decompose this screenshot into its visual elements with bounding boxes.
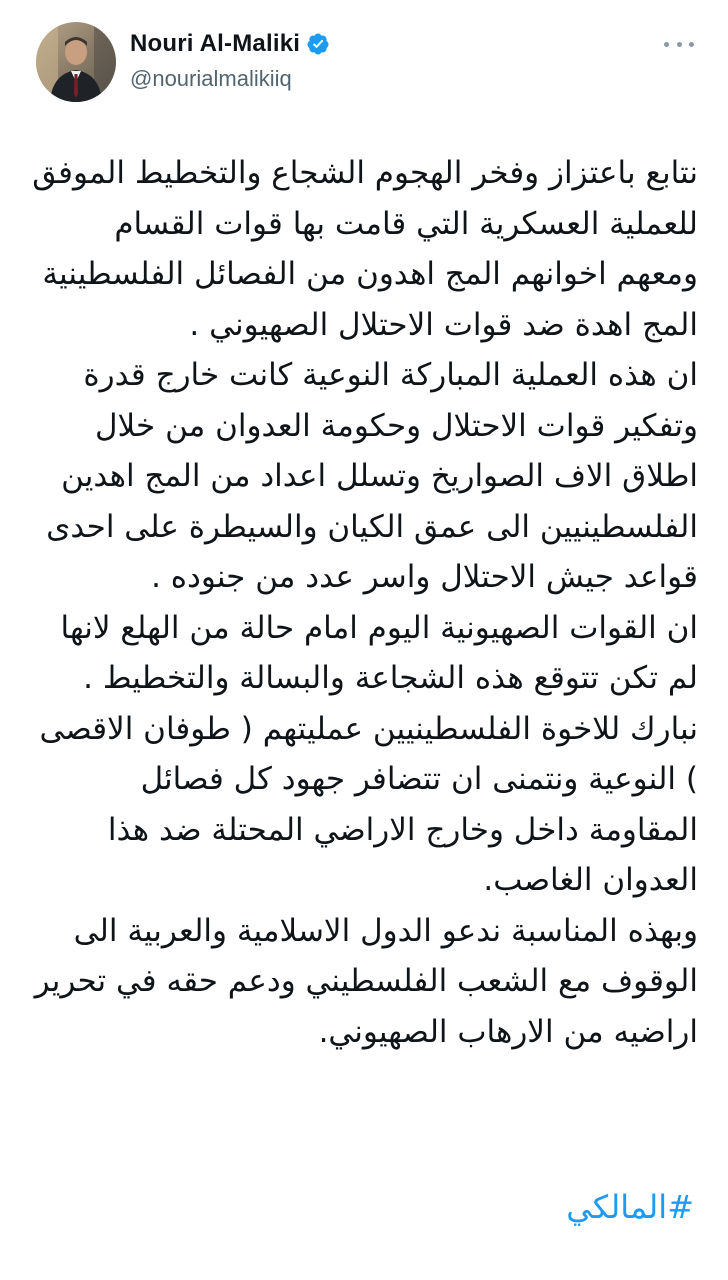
author-name[interactable]: Nouri Al-Maliki: [130, 30, 301, 57]
tweet-header: [0, 0, 728, 120]
tweet-text: نتابع باعتزاز وفخر الهجوم الشجاع والتخطيط الموفق للعملية العسكرية التي قامت بها قوات القسام ومعهم اخوانهم المج اهدون من الفصائل الفلسطينية المج اهدة ضد قوات الاحتلال الصهيوني . ان هذه العملية المباركة النوعية كانت خارج قدرة وتفكير قوات الاحتلال وحكومة العدوان من خلال اطلاق الاف الصواريخ وتسلل اعداد من المج اهدين الفلسطينيين الى عمق الكيان والسيطرة على احدى قواعد جيش الاحتلال واسر عدد من جنوده . ان القوات الصهيونية اليوم امام حالة من الهلع لانها لم تكن تتوقع هذه الشجاعة والبسالة والتخطيط . نبارك للاخوة الفلسطينيين عمليتهم ( طوفان الاقصى ) النوعية ونتمنى ان تتضافر جهود كل فصائل المقاومة داخل وخارج الاراضي المحتلة ضد هذا العدوان الغاصب. وبهذه المناسبة ندعو الدول الاسلامية والعربية الى الوقوف مع الشعب الفلسطيني ودعم حقه في تحرير اراضيه من الارهاب الصهيوني.: [32, 155, 698, 1050]
verified-badge-icon: [306, 32, 330, 56]
avatar-photo: [36, 22, 116, 102]
avatar[interactable]: [36, 22, 116, 102]
author-handle[interactable]: @nourialmalikiiq: [130, 66, 292, 91]
more-options-icon[interactable]: [664, 34, 694, 54]
hashtag-link[interactable]: #المالكي: [566, 1188, 694, 1226]
